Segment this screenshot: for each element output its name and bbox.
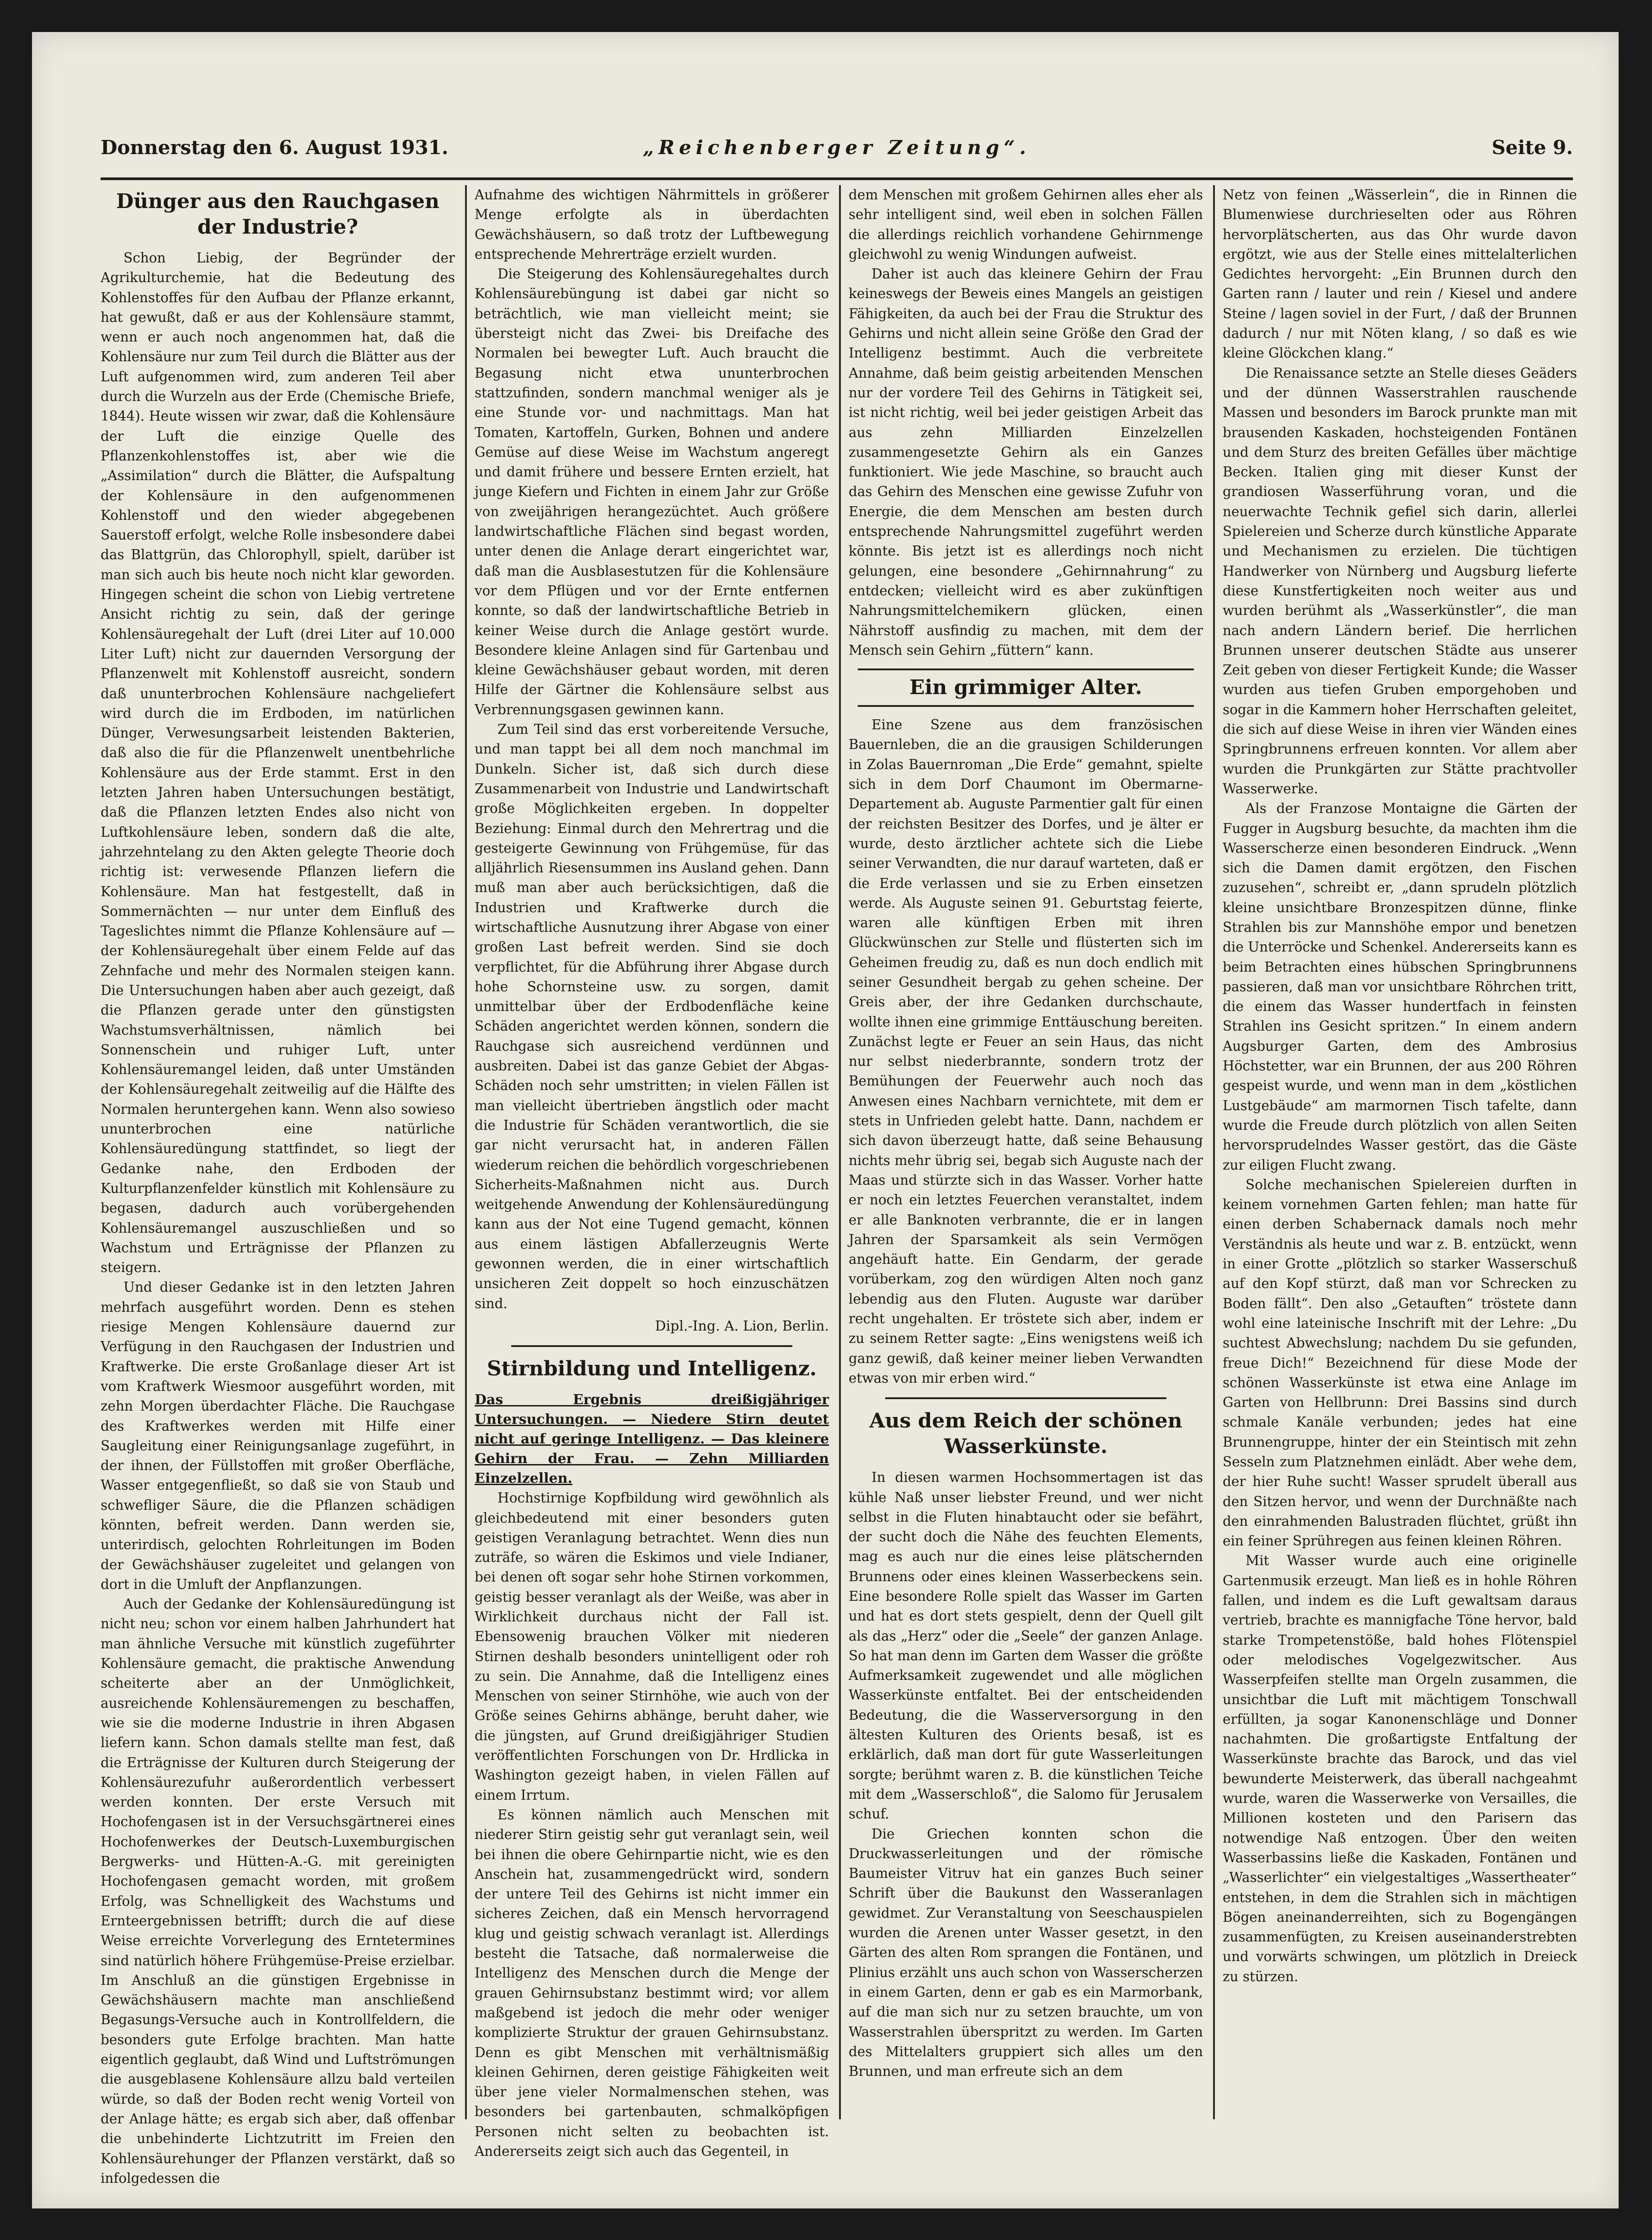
article-paragraph: Die Griechen konnten schon die Druckwasserleitungen und der römische Baumeister Vitruv hat ein ganzes Buch seiner Schrift über die Baukunst den Wasseranlagen gewidmet. Zur Veranstaltung von Seeschauspielen wurden die Arenen unter Wasser gesetzt, in den Gärten des alten Rom sprangen die Fontänen, und Plinius erzählt uns auch schon von Wasserscherzen in einem Garten, denn er gab es ein Marmorbank, auf die man sich nur zu setzen brauchte, um von Wasserstrahlen überspritzt zu werden. Im Garten des Mittelalters gruppiert sich alles um den Brunnen, und man erfreute sich an dem — [849, 1826, 1203, 2080]
article-paragraph: Auch der Gedanke der Kohlensäuredüngung ist nicht neu; schon vor einem halben Jahrhundert hat man ähnliche Versuche mit künstlich zugeführter Kohlensäure gemacht, die praktische Anwendung scheiterte aber an der Unmöglichkeit, ausreichende Kohlensäuremengen zu beschaffen, wie sie die moderne Industrie in ihren Abgasen liefern kann. Schon damals stellte man fest, daß die Erträgnisse der Kulturen durch Steigerung der Kohlensäurezufuhr außerordentlich verbessert werden konnten. Der erste Versuch mit Hochofengasen ist in der Versuchsgärtnerei eines Hochofenwerkes der Deutsch-Luxemburgischen Bergwerks- und Hütten-A.-G. mit gereinigten Hochofengasen gemacht worden, mit großem Erfolg, was Schnelligkeit des Wachstums und Ernteergebnissen betrifft; durch die auf diese Weise erreichte Vorverlegung des Erntetermines sind natürlich höhere Frühgemüse-Preise erzielbar. Im Anschluß an die günstigen Ergebnisse in Gewächshäusern machte man anschließend Begasungs-Versuche auch in Kontrollfeldern, die besonders gute Erfolge brachten. Man hatte eigentlich geglaubt, daß Wind und Luftströmungen die ausgeblasene Kohlensäure allzu bald verteilen würde, so daß der Boden recht wenig Vorteil von der Anlage hätte; es ergab sich aber, daß offenbar die unbehinderte Lichtzutritt im Freien den Kohlensäurehunger der Pflanzen verstärkt, daß so infolgedessen die — [101, 1596, 455, 2186]
article-title-wasserkuenste: Aus dem Reich der schönen Wasserkünste. — [869, 1409, 1182, 1459]
article-paragraph: Solche mechanischen Spielereien durften in keinem vornehmen Garten fehlen; man hatte für einen derben Schabernack damals noch mehr Verständnis als heute und war z. B. entzückt, wenn in einer Grotte „plötzlich so starker Wasserschuß auf den Kopf stürzt, daß man vor Schrecken zu Boden fällt“. Den also „Getauften“ tröstete dann wohl eine lateinische Inschrift mit der Lehre: „Du suchtest Abwechslung; nachdem Du sie gefunden, freue Dich!“ Bezeichnend für diese Mode der schönen Wasserkünste ist etwa eine Anlage im Garten von Hellbrunn: Drei Bassins sind durch schmale Kanäle verbunden; jedes hat eine Brunnengruppe, hinter der ein Steintisch mit zehn Sesseln zum Platznehmen einlädt. Aber wehe dem, der hier Ruhe sucht! Wasser sprudelt überall aus den Sitzen hervor, und wenn der Durchnäßte nach den einrahmenden Balustraden flüchtet, grüßt ihn ein feiner Sprühregen aus feinen kleinen Röhren. — [1223, 1176, 1577, 1549]
column-4 — [1223, 185, 1577, 1987]
article-title-duenger: Dünger aus den Rauchgasen der Industrie? — [116, 190, 439, 239]
article-paragraph: Zum Teil sind das erst vorbereitende Versuche, und man tappt bei all dem noch manchmal im Dunkeln. Sicher ist, daß sich durch diese Zusammenarbeit von Industrie und Landwirtschaft große Möglichkeiten ergeben. In doppelter Beziehung: Einmal durch den Mehrertrag und die gesteigerte Gewinnung von Frühgemüse, für das alljährlich Riesensummen ins Ausland gehen. Dann muß man aber auch berücksichtigen, daß die Industrien und Kraftwerke durch die wirtschaftliche Ausnutzung ihrer Abgase von einer großen Last befreit werden. Sind sie doch verpflichtet, für die Abführung ihrer Abgase durch hohe Schornsteine usw. zu sorgen, damit unmittelbar über der Erdbodenfläche keine Schäden angerichtet werden können, sondern die Rauchgase sich ausreichend verdünnen und ausbreiten. Dabei ist das ganze Gebiet der Abgas-Schäden noch sehr umstritten; in vielen Fällen ist man vielleicht übertrieben ängstlich oder macht die Industrie für Schäden verantwortlich, die sie gar nicht verursacht hat, in anderen Fällen wiederum reichen die behördlich vorgeschriebenen Sicherheits-Maßnahmen nicht aus. Durch weitgehende Anwendung der Kohlensäuredüngung kann aus der Not eine Tugend gemacht, können aus einem lästigen Abfallerzeugnis Werte gewonnen werden, die in einer wirtschaftlich unsicheren Zeit doppelt so hoch einzuschätzen sind. — [475, 722, 829, 1311]
page-header — [101, 109, 1573, 180]
newspaper-page — [32, 32, 1619, 2208]
column-divider — [465, 185, 467, 2119]
article-paragraph: Hochstirnige Kopfbildung wird gewöhnlich als gleichbedeutend mit einer besonders guten geistigen Veranlagung betrachtet. Wenn dies nun zuträfe, so wären die Eskimos und viele Indianer, bei denen oft sogar sehr hohe Stirnen vorkommen, geistig besser veranlagt als der Weiße, was aber in Wirklichkeit durchaus nicht der Fall ist. Ebensowenig brauchen Völker mit niederen Stirnen deshalb besonders unintelligent oder roh zu sein. Die Annahme, daß die Intelligenz eines Menschen von seiner Stirnhöhe, wie auch von der Größe seines Gehirns abhänge, beruht daher, wie die jüngsten, auf Grund dreißigjähriger Studien veröffentlichten Forschungen von Dr. Hrdlicka in Washington gezeigt haben, in vielen Fällen auf einem Irrtum. — [475, 1490, 829, 1803]
header-paper-name: „Reichenberger Zeitung“. — [642, 136, 1031, 159]
article-paragraph: Die Steigerung des Kohlensäuregehaltes durch Kohlensäurebüngung ist dabei gar nicht so beträchtlich, wie man vielleicht meint; sie übersteigt nicht das Zwei- bis Dreifache des Normalen bei bewegter Luft. Auch braucht die Begasung nicht etwa ununterbrochen stattzufinden, sondern manchmal weniger als je eine Stunde vor- und nachmittags. Man hat Tomaten, Kartoffeln, Gurken, Bohnen und andere Gemüse auf diese Weise im Wachstum angeregt und damit frühere und bessere Ernten erzielt, hat junge Kiefern und Fichten in einem Jahr zur Größe von zweijährigen herangezüchtet. Auch größere landwirtschaftliche Flächen sind begast worden, unter denen die Anlage derart eingerichtet war, daß man die Ausblasestutzen für die Kohlensäure vor dem Pflügen und vor der Ernte entfernen konnte, so daß der landwirtschaftliche Betrieb in keiner Weise durch die Anlage gestört wurde. Besondere kleine Anlagen sind für Gartenbau und kleine Gewächshäuser gebaut worden, mit deren Hilfe der Gärtner die Kohlensäure selbst aus Verbrennungsgasen gewinnen kann. — [475, 266, 829, 717]
article-signature: Dipl.-Ing. A. Lion, Berlin. — [655, 1318, 829, 1334]
article-paragraph: Es können nämlich auch Menschen mit niederer Stirn geistig sehr gut veranlagt sein, weil bei ihnen die obere Gehirnpartie nicht, wie es den Anschein hat, zusammengedrückt wird, sondern der untere Teil des Gehirns ist nicht immer ein sicheres Zeichen, daß ein Mensch hervorragend klug und geistig schwach veranlagt ist. Allerdings besteht die Tatsache, daß normalerweise die Intelligenz des Menschen durch die Menge der grauen Gehirnsubstanz bestimmt wird; vor allem maßgebend ist jedoch die mehr oder weniger komplizierte Struktur der grauen Gehirnsubstanz. Denn es gibt Menschen mit verhältnismäßig kleinen Gehirnen, deren geistige Fähigkeiten weit über jene vieler Normalmenschen stehen, was besonders bei gartenbauten, schmalköpfigen Personen nicht selten zu beobachten ist. Andererseits zeigt sich auch das Gegenteil, in — [475, 1807, 829, 2160]
article-paragraph: Netz von feinen „Wässerlein“, die in Rinnen die Blumenwiese durchrieselten oder aus Röhren hervorplätscherten, aus das Ohr wurde davon ergötzt, wie aus der Stelle eines mittelalterlichen Gedichtes hervorgeht: „Ein Brunnen durch den Garten rann / lauter und rein / Kiesel und andere Steine / lagen soviel in der Furt, / daß der Brunnen dadurch / nur mit Nöten klang, / so daß es wie kleine Glöckchen klang.“ — [1223, 187, 1577, 361]
article-paragraph: dem Menschen mit großem Gehirnen alles eher als sehr intelligent sind, weil eben in solchen Fällen die allerdings reichlich vorhandene Gehirnmenge gleichwohl zu wenig Windungen aufweist. — [849, 187, 1203, 262]
section-rule — [885, 1397, 1166, 1399]
article-paragraph: Schon Liebig, der Begründer der Agrikulturchemie, hat die Bedeutung des Kohlenstoffes für den Aufbau der Pflanze erkannt, hat gewußt, daß er aus der Kohlensäure stammt, wenn er auch noch angenommen hat, daß die Kohlensäure nur zum Teil durch die Blätter aus der Luft aufgenommen wird, zum anderen Teil aber durch die Wurzeln aus der Erde (Chemische Briefe, 1844). Heute wissen wir zwar, daß die Kohlensäure der Luft die einzige Quelle des Pflanzenkohlenstoffes ist, aber wie die „Assimilation“ durch die Blätter, die Aufspaltung der Kohlensäure in den aufgenommenen Kohlenstoff und den wieder abgegebenen Sauerstoff erfolgt, welche Rolle insbesondere dabei das Blattgrün, das Chlorophyll, spielt, darüber ist man sich auch bis heute noch nicht klar geworden. Hingegen scheint die schon von Liebig vertretene Ansicht richtig zu sein, daß der geringe Kohlensäuregehalt der Luft (drei Liter auf 10.000 Liter Luft) nicht zur dauernden Versorgung der Pflanzenwelt mit Kohlenstoff ausreicht, sondern daß ununterbrochen Kohlensäure nachgeliefert wird durch die im Erdboden, im natürlichen Dünger, Verwesungsarbeit leistenden Bakterien, daß also die für die Pflanzenwelt unentbehrliche Kohlensäure aus der Erde stammt. Erst in den letzten Jahren haben Untersuchungen bestätigt, daß die Pflanzen letzten Endes also nicht von Luftkohlensäure leben, sondern daß die alte, jahrzehntelang zu den Akten gelegte Theorie doch richtig ist: verwesende Pflanzen liefern die Kohlensäure. Man hat festgestellt, daß in Sommernächten — nur unter dem Einfluß des Tageslichtes nimmt die Pflanze Kohlensäure auf — der Kohlensäuregehalt über einem Felde auf das Zehnfache und mehr des Normalen steigen kann. Die Untersuchungen haben aber auch gezeigt, daß die Pflanzen gerade unter den günstigsten Wachstumsverhältnissen, nämlich bei Sonnenschein und ruhiger Luft, unter Kohlensäuremangel leiden, daß unter Umständen der Kohlensäuregehalt zeitweilig auf die Hälfte des Normalen heruntergehen kann. Wenn also sowieso ununterbrochen eine natürliche Kohlensäuredüngung stattfindet, so liegt der Gedanke nahe, den Erdboden der Kulturpflanzenfelder künstlich mit Kohlensäure zu begasen, dadurch auch vorübergehenden Kohlensäuremangel auszuschließen und so Wachstum und Erträgnisse der Pflanzen zu steigern. — [101, 250, 455, 1276]
section-rule — [511, 1345, 792, 1347]
header-page-number: Seite 9. — [1492, 136, 1573, 159]
article-title-stirnbildung: Stirnbildung und Intelligenz. — [487, 1357, 817, 1381]
column-divider — [1213, 185, 1215, 2119]
article-paragraph: Daher ist auch das kleinere Gehirn der Frau keineswegs der Beweis eines Mangels an geistigen Fähigkeiten, da auch bei der Frau die Struktur des Gehirns und nicht allein seine Größe den Grad der Intelligenz bestimmt. Auch die verbreitete Annahme, daß beim geistig arbeitenden Menschen nur der vordere Teil des Gehirns in Tätigkeit sei, ist nicht richtig, weil bei jeder geistigen Arbeit das aus zehn Milliarden Einzelzellen zusammengesetzte Gehirn als ein Ganzes funktioniert. Wie jede Maschine, so braucht auch das Gehirn des Menschen eine gewisse Zufuhr von Energie, die dem Menschen am besten durch entsprechende Nahrungsmittel zugeführt werden könnte. Bis jetzt ist es allerdings noch nicht gelungen, eine besondere „Gehirnnahrung“ zu entdecken; vielleicht wird es aber zukünftigen Nahrungsmittelchemikern glücken, einen Nährstoff ausfindig zu machen, mit dem der Mensch sein Gehirn „füttern“ kann. — [849, 266, 1203, 658]
column-divider — [839, 185, 841, 2119]
article-paragraph: Mit Wasser wurde auch eine originelle Gartenmusik erzeugt. Man ließ es in hohle Röhren fallen, und indem es die Luft gewaltsam daraus vertrieb, brachte es mannigfache Töne hervor, bald starke Trompetenstöße, bald hohes Flötenspiel oder melodisches Vogelgezwitscher. Aus Wasserpfeifen stellte man Orgeln zusammen, die unsichtbar die Luft mit mächtigem Tonschwall erfüllten, ja sogar Kanonenschläge und Donner nachahmten. Die großartigste Entfaltung der Wasserkünste brachte das Barock, und das viel bewunderte Meisterwerk, das überall nachgeahmt wurde, waren die Wasserwerke von Versailles, die Millionen kosteten und den Parisern das notwendige Naß entzogen. Über den weiten Wasserbassins ließe die Kaskaden, Fontänen und „Wasserlichter“ ein vielgestaltiges „Wassertheater“ entstehen, in dem die Strahlen sich in mächtigen Bögen aneinanderreihten, sich zu Bogengängen zusammenfügten, zu Kreisen auseinanderstrebten und vorwärts schwingen, um plötzlich in Dreieck zu stürzen. — [1223, 1553, 1577, 1984]
column-1 — [101, 185, 455, 2188]
article-title-grimmiger-alter: Ein grimmiger Alter. — [858, 668, 1194, 707]
article-subheading: Das Ergebnis dreißigjähriger Untersuchungen. — Niedere Stirn deutet nicht auf geringe Intelligenz. — Das kleinere Gehirn der Frau. — Zehn Milliarden Einzelzellen. — [475, 1392, 829, 1487]
article-paragraph: Als der Franzose Montaigne die Gärten der Fugger in Augsburg besuchte, da machten ihm die Wasserscherze einen besonderen Eindruck. „Wenn sich die Damen damit ergötzen, den Fischen zuzusehen“, schreibt er, „dann sprudeln plötzlich kleine unsichtbare Bronzespitzen dünne, flinke Strahlen bis zur Mannshöhe empor und benetzen die Unterröcke und Schenkel. Andererseits kann es beim Betrachten eines hübschen Springbrunnens passieren, daß man vor unsichtbare Röhrchen tritt, die einem das Wasser hundertfach in feinsten Strahlen ins Gesicht spritzen.“ In einem andern Augsburger Garten, dem des Ambrosius Höchstetter, war ein Brunnen, der aus 200 Röhren gespeist wurde, und wenn man in dem „köstlichen Lustgebäude“ am marmornen Tisch tafelte, dann wurde die Freude durch plötzlich von allen Seiten hervorsprudelndes Wasser gestört, das die Gäste zur eiligen Flucht zwang. — [1223, 801, 1577, 1173]
column-2 — [475, 185, 829, 2161]
article-paragraph: Die Renaissance setzte an Stelle dieses Geäders und der dünnen Wasserstrahlen rauschende Massen und besonders im Barock prunkte man mit brausenden Kaskaden, hochsteigenden Fontänen und dem Sturz des breiten Gefälles über mächtige Becken. Italien ging mit dieser Kunst der grandiosen Wasserführung voran, und die neuerwachte Technik gefiel sich darin, allerlei Spielereien und Scherze durch künstliche Apparate und Mechanismen zu erzielen. Die tüchtigen Handwerker von Nürnberg und Augsburg lieferte diese Kunstfertigkeiten noch weiter aus und wurden berühmt als „Wasserkünstler“, die man nach andern Ländern berief. Die herrlichen Brunnen unserer deutschen Städte aus unserer Zeit geben von dieser Fertigkeit Kunde; die Wasser wurden aus tiefen Gruben emporgehoben und sogar in die Kammern hoher Herrschaften geleitet, die sich auf diese Weise in ihren vier Wänden eines Springbrunnens erfreuen konnten. Vor allem aber wurden die Prunkgärten zur Stätte prachtvoller Wasserwerke. — [1223, 365, 1577, 797]
article-paragraph: In diesen warmen Hochsommertagen ist das kühle Naß unser liebster Freund, und wer nicht selbst in die Fluten hinabtaucht oder sie befährt, der sucht doch die Nähe des feuchten Elements, mag es auch nur die eines leise plätschernden Brunnens oder eines kleinen Wasserbeckens sein. Eine besondere Rolle spielt das Wasser im Garten und hat es dort stets gespielt, denn der Quell gilt als das „Herz“ oder die „Seele“ der ganzen Anlage. So hat man denn im Garten dem Wasser die größte Aufmerksamkeit zugewendet und alle möglichen Wasserkünste entfaltet. Bei der entscheidenden Bedeutung, die die Wasserversorgung in den ältesten Kulturen des Orients besaß, ist es erklärlich, daß man dort für gute Wasserleitungen sorgte; berühmt waren z. B. die künstlichen Teiche mit dem „Wasserschloß“, die Salomo für Jerusalem schuf. — [849, 1470, 1203, 1822]
column-3 — [849, 185, 1203, 2081]
header-date: Donnerstag den 6. August 1931. — [101, 136, 449, 159]
article-paragraph: Eine Szene aus dem französischen Bauernleben, die an die grausigen Schilderungen in Zolas Bauernroman „Die Erde“ gemahnt, spielte sich in dem Dorf Chaumont im Obermarne-Departement ab. Auguste Parmentier galt für einen der reichsten Besitzer des Dorfes, und je älter er wurde, desto ärztlicher achtete sich die Liebe seiner Verwandten, die nur darauf warteten, daß er die Erde verlassen und sie zu Erben einsetzen werde. Als Auguste seinen 91. Geburtstag feierte, waren alle künftigen Erben mit ihren Glückwünschen zur Stelle und flüsterten sich im Geheimen freudig zu, daß es nun doch endlich mit seiner Gesundheit bergab zu gehen scheine. Der Greis aber, der ihre Gedanken durchschaute, wollte ihnen eine grimmige Enttäuschung bereiten. Zunächst legte er Feuer an sein Haus, das nicht nur selbst niederbrannte, sondern trotz der Bemühungen der Feuerwehr auch noch das Anwesen eines Nachbarn vernichtete, mit dem er stets in Unfrieden gelebt hatte. Dann, nachdem er sich davon überzeugt hatte, daß seine Behausung nichts mehr übrig sei, begab sich Auguste nach der Maas und stürzte sich in das Wasser. Vorher hatte er noch ein letztes Feuerchen veranstaltet, indem er alle Banknoten verbrannte, die er in langen Jahren der Sparsamkeit als sein Vermögen angehäuft hatte. Ein Gendarm, der gerade vorüberkam, zog den würdigen Alten noch ganz lebendig aus den Fluten. Auguste war darüber recht ungehalten. Er tröstete sich aber, indem er zu seinem Retter sagte: „Eins wenigstens weiß ich ganz gewiß, daß keiner meiner lieben Verwandten etwas von mir erben wird.“ — [849, 717, 1203, 1386]
article-paragraph: Aufnahme des wichtigen Nährmittels in größerer Menge erfolgte als in überdachten Gewächshäusern, so daß trotz der Luftbewegung entsprechende Mehrerträge erzielt wurden. — [475, 187, 829, 262]
article-paragraph: Und dieser Gedanke ist in den letzten Jahren mehrfach ausgeführt worden. Denn es stehen riesige Mengen Kohlensäure dauernd zur Verfügung in den Rauchgasen der Industrien und Kraftwerke. Die erste Großanlage dieser Art ist vom Kraftwerk Wiesmoor ausgeführt worden, mit zehn Morgen überdachter Fläche. Die Rauchgase des Kraftwerkes werden mit Hilfe einer Saugleitung einer Reinigungsanlage zugeführt, in der ihnen, der Füllstoffen mit großer Oberfläche, Wasser entgegenfließt, so daß sie von Staub und schwefliger Säure, die die Pflanzen schädigen könnten, befreit werden. Dann werden sie, unterirdisch, gelochten Rohrleitungen im Boden der Gewächshäuser zugeleitet und gelangen von dort in die Umluft der Anpflanzungen. — [101, 1279, 455, 1592]
